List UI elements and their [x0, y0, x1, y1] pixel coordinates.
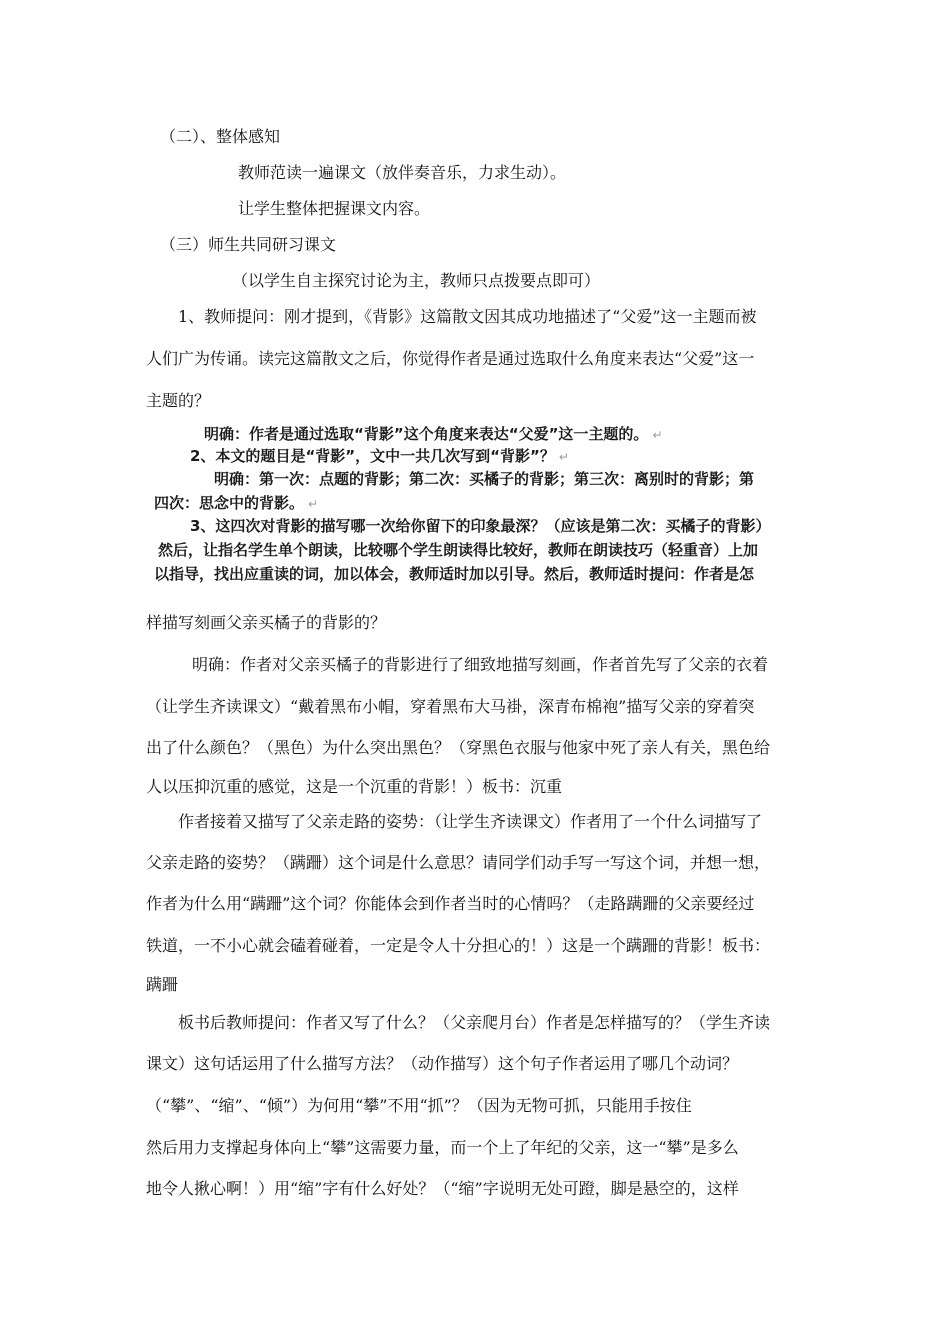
section-heading-study: （三）师生共同研习课文	[160, 235, 337, 254]
paragraph-mark: ↵	[558, 450, 569, 464]
text-line: 主题的？	[146, 391, 211, 410]
text-line: （“攀”、“缩”、“倾”）为何用“攀”不用“抓”？（因为无物可抓，只能用手按住	[146, 1096, 692, 1115]
text-line: 铁道，一不小心就会磕着碰着，一定是令人十分担心的！）这是一个蹒跚的背影！板书：	[146, 936, 771, 955]
text-line: 人以压抑沉重的感觉，这是一个沉重的背影！）板书：沉重	[146, 777, 563, 796]
text-line: 明确：作者对父亲买橘子的背影进行了细致地描写刻画，作者首先写了父亲的衣着	[192, 655, 769, 674]
scanned-line: 3、这四次对背影的描写哪一次给你留下的印象最深？（应该是第二次：买橘子的背影）	[190, 517, 771, 535]
text-line: 地令人揪心啊！）用“缩”字有什么好处？（“缩”字说明无处可蹬，脚是悬空的，这样	[146, 1179, 739, 1198]
text-line: 让学生整体把握课文内容。	[238, 199, 431, 218]
text-line: （让学生齐读课文）“戴着黑布小帽，穿着黑布大马褂，深青布棉袍”描写父亲的穿着突	[146, 697, 755, 716]
scanned-line: 明确：第一次：点题的背影；第二次：买橘子的背影；第三次：离别时的背影；第	[214, 470, 755, 488]
text-line: 父亲走路的姿势？（蹒跚）这个词是什么意思？请同学们动手写一写这个词，并想一想，	[146, 853, 771, 872]
text-line: 人们广为传诵。读完这篇散文之后，你觉得作者是通过选取什么角度来表达“父爱”这一	[146, 349, 755, 368]
scanned-text: 四次：思念中的背影。	[154, 494, 305, 512]
scanned-line: 然后，让指名学生单个朗读，比较哪个学生朗读得比较好，教师在朗读技巧（轻重音）上加	[158, 541, 759, 559]
text-line: （以学生自主探究讨论为主，教师只点拨要点即可）	[232, 271, 601, 290]
text-line: 1、教师提问：刚才提到，《背影》这篇散文因其成功地描述了“父爱”这一主题而被	[178, 307, 757, 326]
text-line: 蹒跚	[146, 975, 179, 994]
text-line: 出了什么颜色？（黑色）为什么突出黑色？（穿黑色衣服与他家中死了亲人有关，黑色给	[146, 738, 771, 757]
text-line: 课文）这句话运用了什么描写方法？（动作描写）这个句子作者运用了哪几个动词？	[146, 1054, 739, 1073]
scanned-line	[154, 493, 318, 514]
scanned-text: 明确：作者是通过选取“背影”这个角度来表达“父爱”这一主题的。	[204, 425, 649, 443]
scanned-line	[204, 424, 663, 445]
text-line: 作者接着又描写了父亲走路的姿势：（让学生齐读课文）作者用了一个什么词描写了	[178, 812, 763, 831]
paragraph-mark: ↵	[308, 497, 319, 511]
text-line: 教师范读一遍课文（放伴奏音乐，力求生动）。	[238, 163, 567, 182]
scanned-line	[190, 446, 569, 467]
scanned-line: 以指导，找出应重读的词，加以体会，教师适时加以引导。然后，教师适时提问：作者是怎	[154, 565, 755, 583]
scanned-text: 2、本文的题目是“背影”，文中一共几次写到“背影”？	[190, 447, 555, 465]
section-heading-overall: （二）、整体感知	[160, 127, 281, 146]
text-line: 样描写刻画父亲买橘子的背影的？	[146, 613, 387, 632]
text-line: 板书后教师提问：作者又写了什么？（父亲爬月台）作者是怎样描写的？（学生齐读	[178, 1013, 771, 1032]
text-line: 作者为什么用“蹒跚”这个词？你能体会到作者当时的心情吗？（走路蹒跚的父亲要经过	[146, 894, 755, 913]
paragraph-mark: ↵	[652, 428, 663, 442]
text-line: 然后用力支撑起身体向上“攀”这需要力量，而一个上了年纪的父亲，这一“攀”是多么	[146, 1138, 739, 1157]
